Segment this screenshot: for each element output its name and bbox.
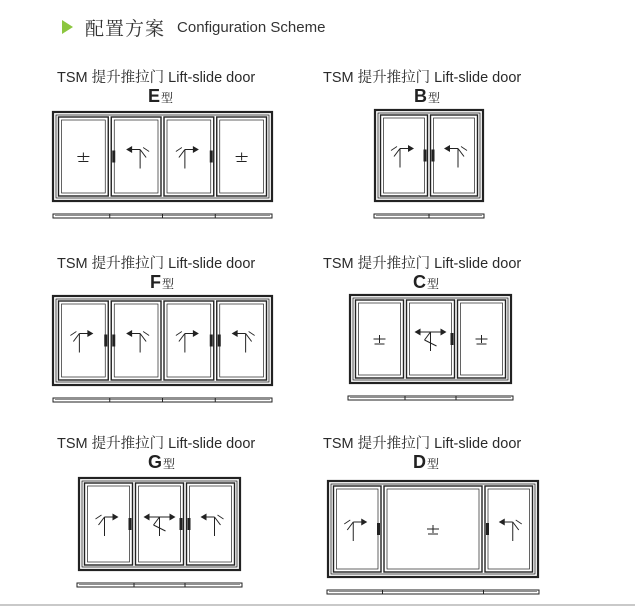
config-title: TSM 提升推拉门 Lift-slide door [57, 70, 256, 86]
handle-icon [377, 523, 380, 535]
type-letter: C [413, 272, 426, 292]
type-letter: F [150, 272, 161, 292]
type-suffix: 型 [161, 91, 174, 105]
section-title-zh: 配置方案 [85, 17, 166, 40]
type-suffix: 型 [427, 457, 440, 471]
type-suffix: 型 [162, 277, 175, 291]
bottom-divider [0, 604, 635, 606]
type-suffix: 型 [427, 277, 440, 291]
handle-icon [486, 523, 489, 535]
type-letter: D [413, 452, 426, 472]
type-suffix: 型 [428, 91, 441, 105]
track-rail [327, 590, 539, 594]
type-suffix: 型 [163, 457, 176, 471]
config-title: TSM 提升推拉门 Lift-slide door [323, 70, 522, 86]
config-title: TSM 提升推拉门 Lift-slide door [323, 256, 522, 272]
config-title: TSM 提升推拉门 Lift-slide door [57, 436, 256, 452]
config-title: TSM 提升推拉门 Lift-slide door [57, 256, 256, 272]
panel-sash [334, 486, 382, 572]
config-title: TSM 提升推拉门 Lift-slide door [323, 436, 522, 452]
type-letter: B [414, 86, 427, 106]
type-letter: G [148, 452, 163, 472]
type-letter: E [148, 86, 161, 106]
panel-sash [485, 486, 533, 572]
section-title-en: Configuration Scheme [177, 18, 326, 36]
